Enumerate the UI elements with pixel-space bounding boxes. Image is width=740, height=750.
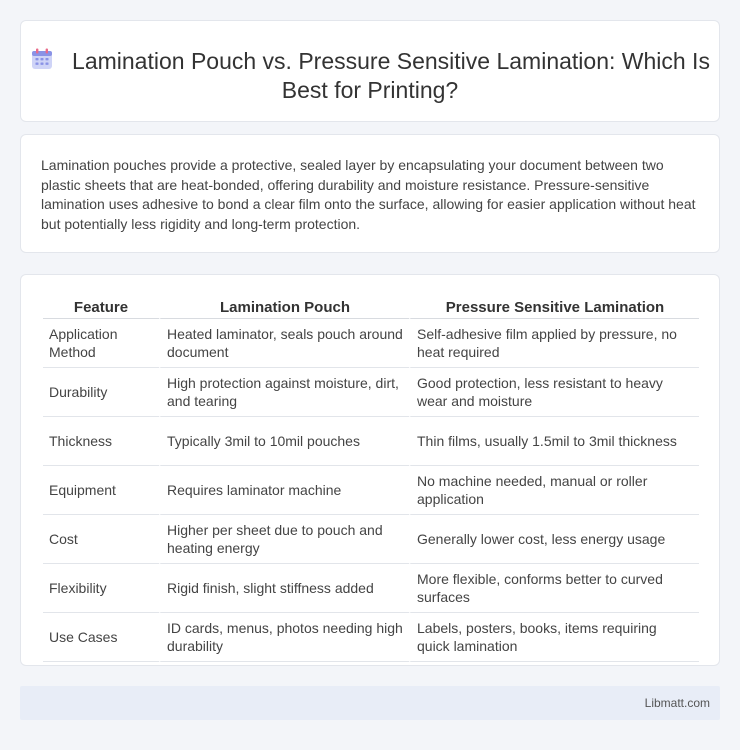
- pouch-cell: Heated laminator, seals pouch around document: [159, 319, 409, 368]
- pressure-cell: More flexible, conforms better to curved surfaces: [409, 564, 699, 613]
- pouch-cell: High protection against moisture, dirt, and tearing: [159, 368, 409, 417]
- table-row: [43, 417, 699, 466]
- intro-paragraph: Lamination pouches provide a protective, sealed layer by encapsulating your document between two plastic sheets that are heat-bonded, offering durability and moisture resistance. Pressure-sensitive lamination uses adhesive to bond a clear film onto the surface, allowing for easier application without heat but potentially less rigidity and long-term protection.: [41, 157, 696, 232]
- table-row: [43, 515, 699, 564]
- pressure-cell: Self-adhesive film applied by pressure, no heat required: [409, 319, 699, 368]
- feature-cell: Thickness: [43, 417, 159, 466]
- pressure-cell: Thin films, usually 1.5mil to 3mil thickness: [409, 417, 699, 466]
- calendar-icon: [30, 47, 54, 71]
- footer-bar: [20, 686, 720, 720]
- table-header-row: [43, 297, 699, 319]
- pressure-cell: Generally lower cost, less energy usage: [409, 515, 699, 564]
- pressure-cell: Good protection, less resistant to heavy wear and moisture: [409, 368, 699, 417]
- feature-cell: Equipment: [43, 466, 159, 515]
- pressure-cell: Labels, posters, books, items requiring quick lamination: [409, 613, 699, 662]
- table-row: [43, 319, 699, 368]
- table-row: [43, 564, 699, 613]
- title-wrap: [21, 47, 719, 105]
- table-header-feature: Feature: [43, 297, 159, 319]
- feature-cell: Cost: [43, 515, 159, 564]
- table-header-lamination-pouch: Lamination Pouch: [159, 297, 409, 319]
- pouch-cell: Rigid finish, slight stiffness added: [159, 564, 409, 613]
- page-title-text: Lamination Pouch vs. Pressure Sensitive Lamination: Which Is Best for Printing?: [72, 48, 710, 103]
- table-row: [43, 613, 699, 662]
- table-row: [43, 368, 699, 417]
- comparison-table-card: [20, 274, 720, 666]
- table-row: [43, 466, 699, 515]
- footer-brand-link[interactable]: Libmatt.com: [644, 696, 710, 710]
- feature-cell: Use Cases: [43, 613, 159, 662]
- pressure-cell: No machine needed, manual or roller application: [409, 466, 699, 515]
- feature-cell: Flexibility: [43, 564, 159, 613]
- pouch-cell: Typically 3mil to 10mil pouches: [159, 417, 409, 466]
- pouch-cell: ID cards, menus, photos needing high durability: [159, 613, 409, 662]
- comparison-table: [43, 297, 699, 662]
- intro-card: [20, 134, 720, 253]
- feature-cell: Durability: [43, 368, 159, 417]
- feature-cell: Application Method: [43, 319, 159, 368]
- page-title: [21, 47, 719, 105]
- title-card: [20, 20, 720, 122]
- pouch-cell: Higher per sheet due to pouch and heating energy: [159, 515, 409, 564]
- pouch-cell: Requires laminator machine: [159, 466, 409, 515]
- table-header-pressure-sensitive: Pressure Sensitive Lamination: [409, 297, 699, 319]
